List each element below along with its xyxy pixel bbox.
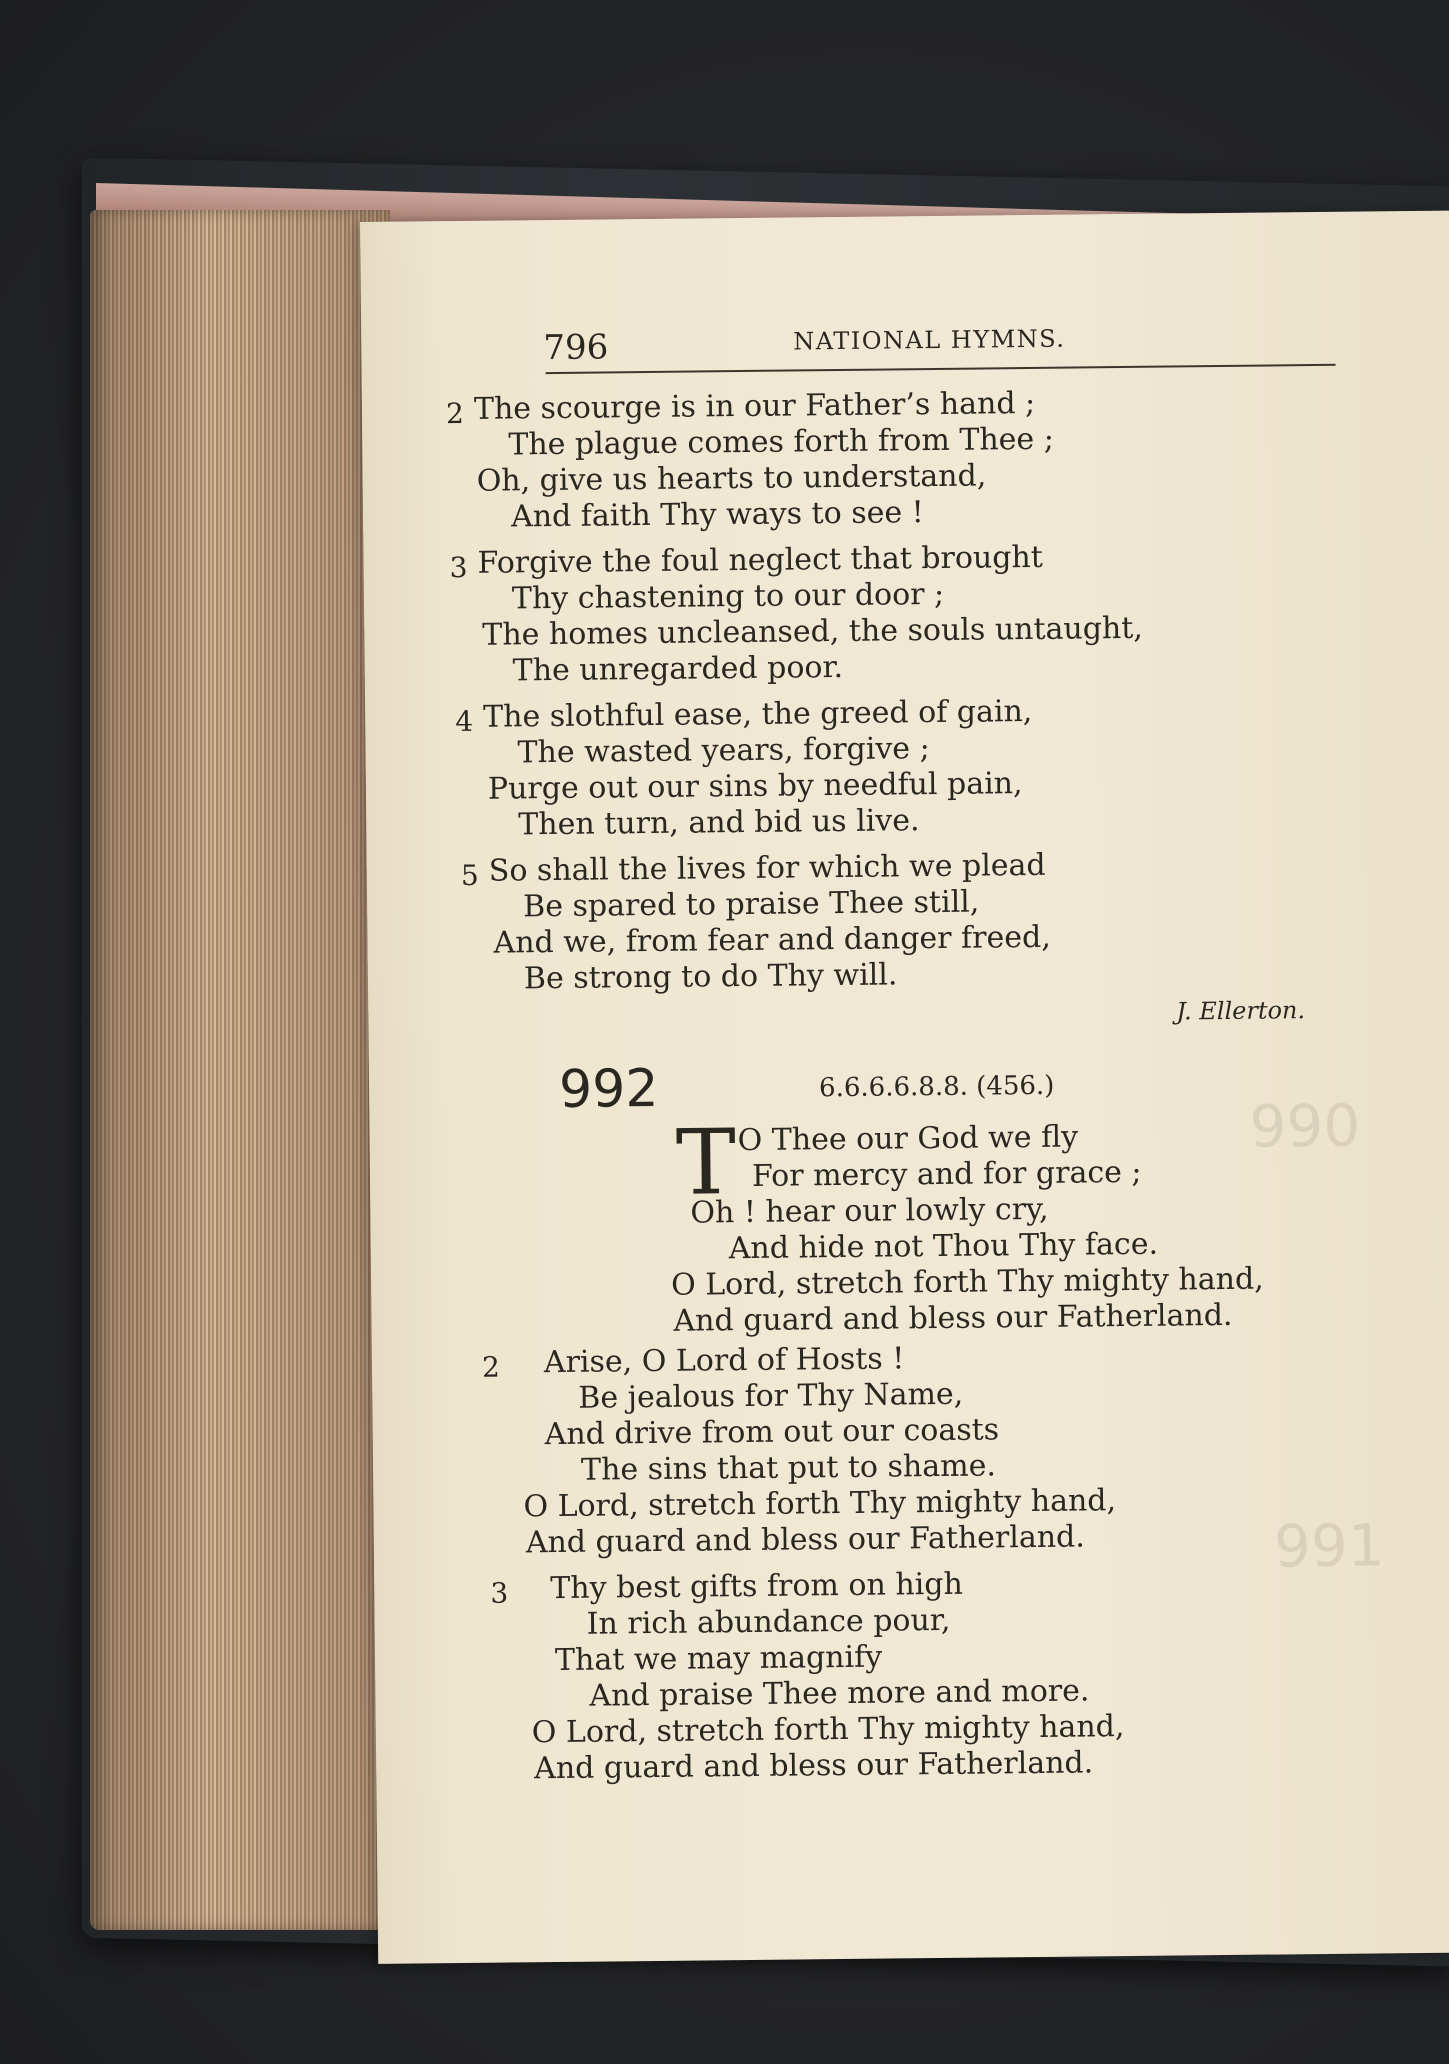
verse-line: Forgive the foul neglect that brought [477,539,1044,581]
verse-line: O Lord, stretch forth Thy mighty hand, [670,1261,1264,1303]
verse-line: And faith Thy ways to see ! [510,495,924,535]
verse-line: The wasted years, forgive ; [517,731,930,771]
verse-line: And guard and bless our Fatherland. [525,1519,1085,1561]
bleed-through-number-990: 990 [1249,1091,1361,1161]
page-content [360,211,1449,1964]
verse-line: In rich abundance pour, [586,1602,951,1642]
verse-number: 3 [449,550,468,585]
hymnal-page [360,211,1449,1964]
verse-line: The unregarded poor. [512,649,844,689]
verse-line: That we may magnify [554,1639,883,1679]
verse-number: 2 [445,396,465,431]
verse-line: Oh ! hear our lowly cry, [690,1191,1049,1231]
verse-line: The plague comes forth from Thee ; [508,421,1055,463]
drop-cap: T [675,1110,737,1216]
bleed-through-number-991: 991 [1273,1511,1385,1581]
verse-line: So shall the lives for which we plead [488,847,1046,889]
verse-line: And praise Thee more and more. [589,1673,1090,1714]
verse-line: For mercy and for grace ; [751,1154,1142,1194]
verse-line: Then turn, and bid us live. [518,803,920,843]
verse-line: O Thee our God we fly [737,1119,1079,1159]
verse-line: And we, from fear and danger freed, [493,919,1051,961]
verse-line: Be strong to do Thy will. [523,957,898,997]
running-head: NATIONAL HYMNS. [793,324,1066,356]
page-stack-shadow [90,210,390,1930]
verse-line: And guard and bless our Fatherland. [534,1745,1094,1787]
verse-line: Be jealous for Thy Name, [578,1376,964,1416]
verse-number: 4 [455,704,474,739]
verse-line: O Lord, stretch forth Thy mighty hand, [523,1483,1117,1525]
hymn-meter: 6.6.6.6.8.8. (456.) [818,1070,1055,1104]
hymn-author: J. Ellerton. [1176,996,1306,1026]
verse-line: Thy chastening to our door ; [511,576,945,617]
verse-number: 2 [481,1350,500,1384]
verse-number: 5 [460,858,479,892]
verse-line: Oh, give us hearts to understand, [476,458,987,499]
verse-line: And drive from out our coasts [544,1412,1000,1453]
verse-line: Be spared to praise Thee still, [522,884,980,925]
hymn-number: 992 [558,1058,659,1120]
header-rule [546,364,1336,374]
verse-line: The slothful ease, the greed of gain, [483,693,1033,735]
verse-line: And hide not Thou Thy face. [728,1226,1159,1267]
verse-line: The homes uncleansed, the souls untaught, [482,610,1144,653]
page-number: 796 [543,327,609,369]
verse-line: O Lord, stretch forth Thy mighty hand, [531,1709,1125,1751]
verse-line: Purge out our sins by needful pain, [487,766,1023,807]
verse-line: The sins that put to shame. [580,1448,997,1488]
verse-number: 3 [490,1576,509,1610]
verse-line: The scourge is in our Father’s hand ; [473,385,1036,427]
verse-line: Arise, O Lord of Hosts ! [543,1341,905,1381]
verse-line: And guard and bless our Fatherland. [673,1297,1233,1339]
verse-line: Thy best gifts from on high [550,1566,963,1607]
